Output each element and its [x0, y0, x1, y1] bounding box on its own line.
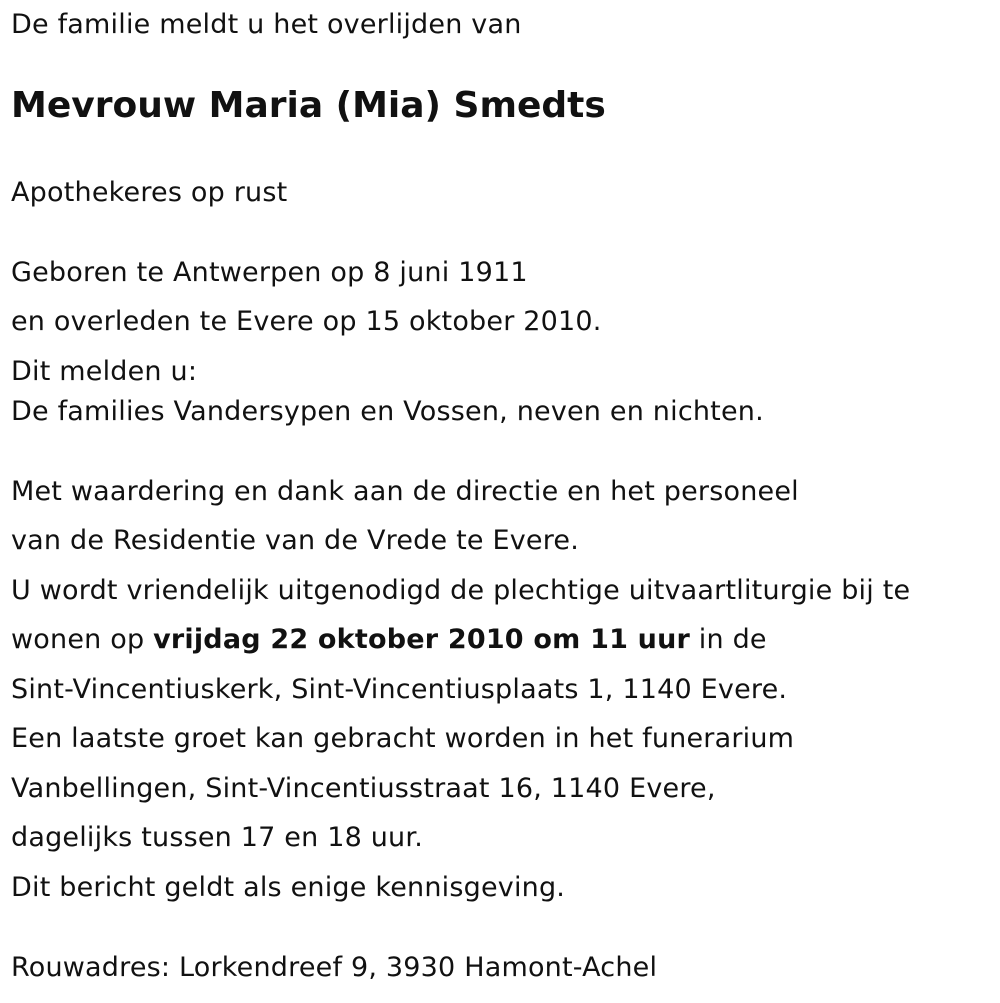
church-address: Sint-Vincentiuskerk, Sint-Vincentiusplaats 1, 1140 Evere.: [11, 674, 788, 705]
thanks-line-1: Met waardering en dank aan de directie en het personeel: [11, 476, 799, 507]
deceased-name: Mevrouw Maria (Mia) Smedts: [11, 85, 606, 126]
invitation-suffix: in de: [690, 624, 767, 655]
thanks-line-2: van de Residentie van de Vrede te Evere.: [11, 525, 580, 556]
invitation-line-2: [11, 623, 767, 657]
invitation-line-1: U wordt vriendelijk uitgenodigd de plechtige uitvaartliturgie bij te: [11, 575, 911, 606]
families-text: De families Vandersypen en Vossen, neven en nichten.: [11, 396, 764, 427]
mourning-address: Rouwadres: Lorkendreef 9, 3930 Hamont-Achel: [11, 952, 658, 983]
greeting-line-2: Vanbellingen, Sint-Vincentiusstraat 16, 1140 Evere,: [11, 773, 716, 804]
profession-text: Apothekeres op rust: [11, 177, 288, 208]
greeting-line-1: Een laatste groet kan gebracht worden in het funerarium: [11, 723, 795, 754]
announced-by-label: Dit melden u:: [11, 356, 198, 387]
service-datetime: vrijdag 22 oktober 2010 om 11 uur: [153, 624, 691, 655]
greeting-line-3: dagelijks tussen 17 en 18 uur.: [11, 822, 423, 853]
death-text: en overleden te Evere op 15 oktober 2010.: [11, 306, 602, 337]
notice-text: Dit bericht geldt als enige kennisgeving.: [11, 872, 566, 903]
birth-text: Geboren te Antwerpen op 8 juni 1911: [11, 257, 528, 288]
invitation-prefix: wonen op: [11, 624, 154, 655]
intro-text: De familie meldt u het overlijden van: [11, 9, 522, 40]
